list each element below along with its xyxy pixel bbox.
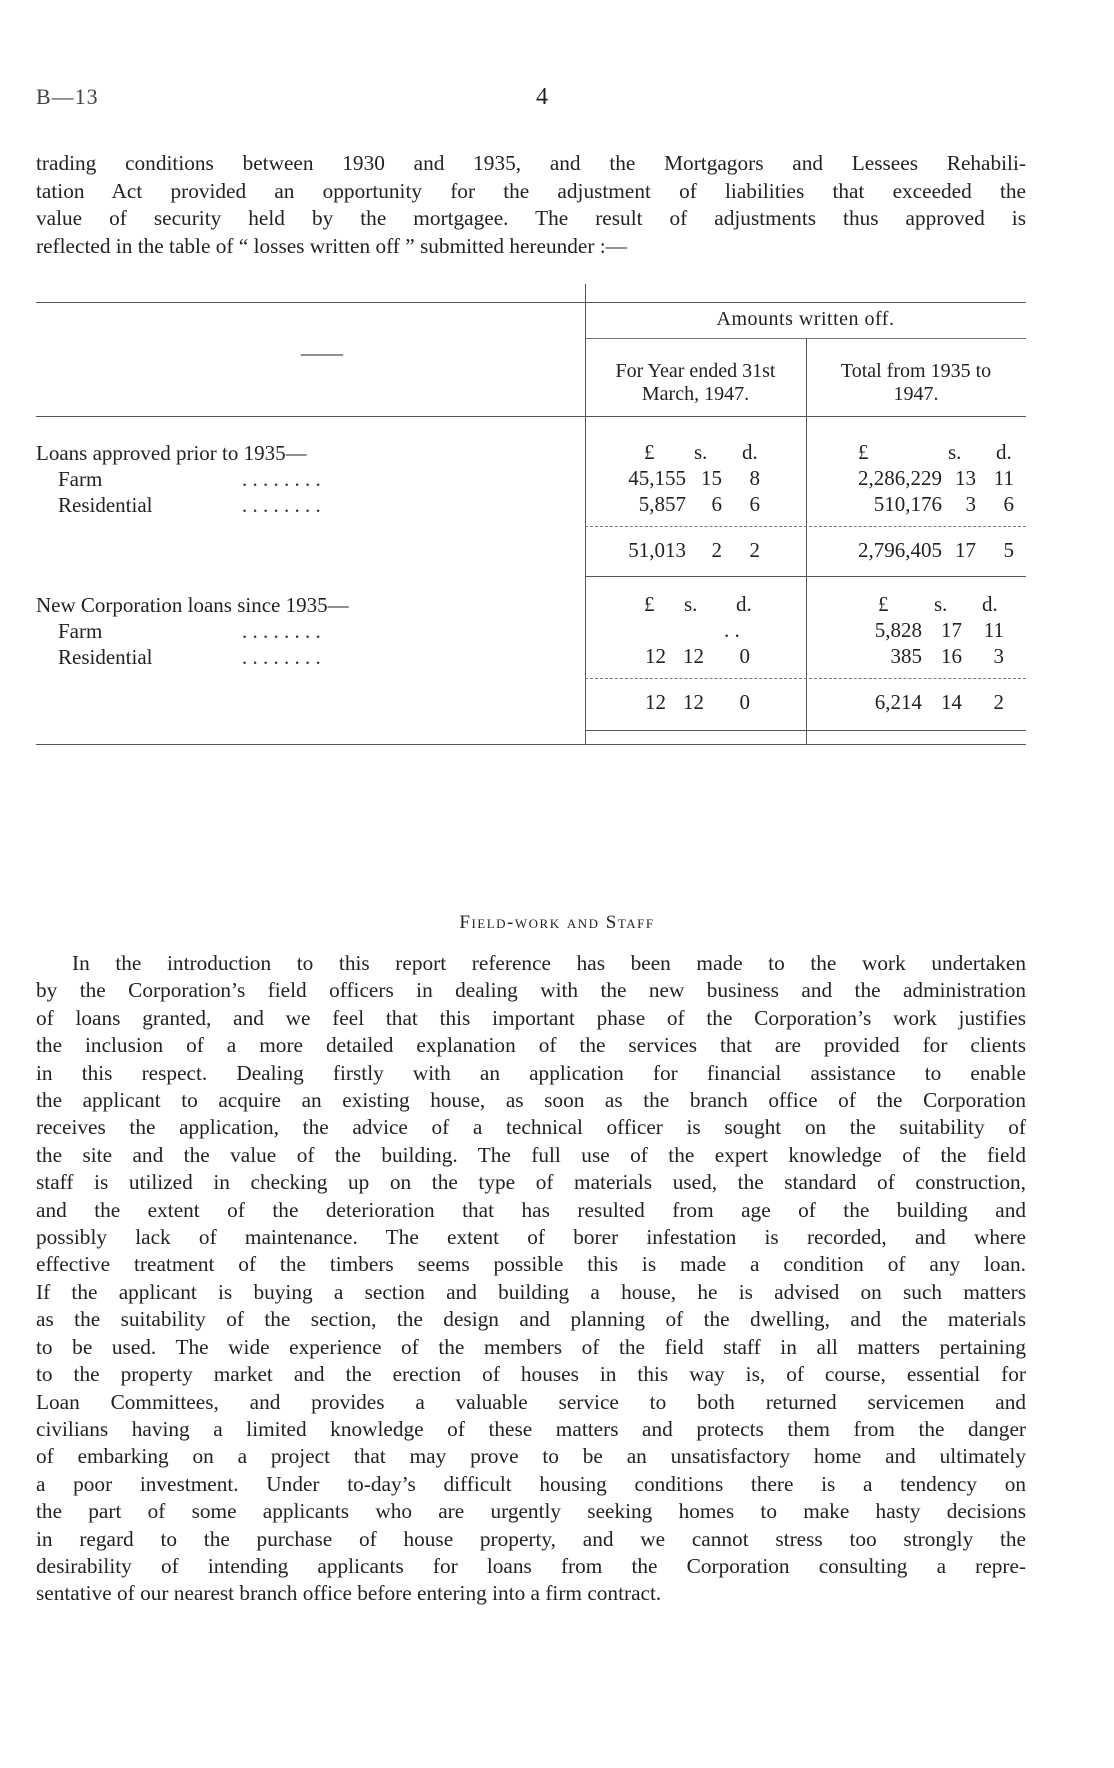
intro-paragraph — [36, 150, 1026, 260]
col2-pounds: 510,176 — [873, 492, 942, 516]
body-line: a poor investment. Under to-day’s difficult housing conditions there is a tendency on — [36, 1471, 1026, 1496]
stub-header: —— — [301, 341, 343, 365]
col2-shillings: 16 — [941, 644, 962, 668]
page-number: 4 — [536, 84, 548, 110]
row-label-farm: Farm — [58, 619, 103, 643]
shilling-symbol: s. — [948, 440, 962, 464]
body-line: civilians having a limited knowledge of these matters and protects them from the danger — [36, 1416, 1026, 1441]
body-line: in regard to the purchase of house property, and we cannot stress too strongly the — [36, 1526, 1026, 1551]
col2-pence: 6 — [1003, 492, 1014, 516]
pound-symbol: £ — [644, 440, 655, 464]
col1-total-pence: 0 — [739, 690, 750, 714]
group-title: New Corporation loans since 1935— — [36, 593, 349, 617]
col1-pounds: 5,857 — [638, 492, 686, 516]
intro-line: trading conditions between 1930 and 1935, and the Mortgagors and Lessees Rehabili- — [36, 151, 1026, 175]
shilling-symbol: s. — [694, 440, 708, 464]
col2-pence: 11 — [993, 466, 1014, 490]
body-line: by the Corporation’s field officers in dealing with the new business and the administration — [36, 978, 1026, 1003]
body-line: receives the application, the advice of a technical officer is sought on the suitability of — [36, 1115, 1026, 1140]
body-line: the applicant to acquire an existing house, as soon as the branch office of the Corporation — [36, 1088, 1026, 1113]
col1-total-shillings: 2 — [711, 538, 722, 562]
col1-total-pence: 2 — [749, 538, 760, 562]
body-line: the part of some applicants who are urgently seeking homes to make hasty decisions — [36, 1499, 1026, 1524]
col1-shillings: 12 — [683, 644, 704, 668]
body-line: the inclusion of a more detailed explanation of the services that are provided for clients — [36, 1033, 1026, 1058]
row-label-residential: Residential — [58, 493, 153, 517]
body-line: In the introduction to this report reference has been made to the work undertaken — [72, 951, 1026, 975]
col1-pence: 6 — [749, 492, 760, 516]
col2-header-line2: 1947. — [893, 383, 939, 405]
col2-shillings: 17 — [941, 618, 962, 642]
col2-total-pounds: 6,214 — [874, 690, 922, 714]
body-line: as the suitability of the section, the design and planning of the dwelling, and the materials — [36, 1307, 1026, 1332]
body-line: If the applicant is buying a section and building a house, he is advised on such matters — [36, 1279, 1026, 1304]
body-line: effective treatment of the timbers seems possible this is made a condition of any loan. — [36, 1252, 1026, 1277]
col2-pounds: 385 — [890, 644, 922, 668]
col1-total-shillings: 12 — [683, 690, 704, 714]
pence-symbol: d. — [996, 440, 1012, 464]
section-title: Field-work and Staff — [459, 912, 655, 933]
col1-pence: 8 — [749, 466, 760, 490]
body-line: Loan Committees, and provides a valuable service to both returned servicemen and — [36, 1389, 1026, 1414]
col2-total-shillings: 14 — [941, 690, 962, 714]
body-line: the site and the value of the building. The full use of the expert knowledge of the field — [36, 1142, 1026, 1167]
body-paragraph — [36, 950, 1026, 1608]
shilling-symbol: s. — [934, 592, 948, 616]
row-label-farm: Farm — [58, 467, 103, 491]
table-header-rule — [36, 416, 1026, 417]
leader-dots: . . . . . . . . — [242, 645, 321, 669]
table-top-rule — [36, 302, 1026, 303]
pound-symbol: £ — [858, 440, 869, 464]
body-line: of embarking on a project that may prove to be an unsatisfactory home and ultimately — [36, 1444, 1026, 1469]
losses-table — [36, 300, 1026, 830]
body-line: sentative of our nearest branch office before entering into a firm contract. — [36, 1581, 662, 1606]
pound-symbol: £ — [644, 592, 655, 616]
col1-pounds: 45,155 — [628, 466, 686, 490]
subtotal-rule — [585, 526, 1026, 527]
total-rule — [585, 576, 1026, 577]
col1-pounds: 12 — [645, 644, 666, 668]
group-title: Loans approved prior to 1935— — [36, 441, 307, 465]
pence-symbol: d. — [742, 440, 758, 464]
col2-total-pence: 5 — [1003, 538, 1014, 562]
col1-shillings: 6 — [711, 492, 722, 516]
col2-shillings: 13 — [955, 466, 976, 490]
row-label-residential: Residential — [58, 645, 153, 669]
body-line: possibly lack of maintenance. The extent of borer infestation is recorded, and where — [36, 1225, 1026, 1250]
body-line: to be used. The wide experience of the members of the field staff in all matters pertaining — [36, 1334, 1026, 1359]
body-line: in this respect. Dealing firstly with an application for financial assistance to enable — [36, 1060, 1026, 1085]
pence-symbol: d. — [736, 592, 752, 616]
intro-line: tation Act provided an opportunity for the adjustment of liabilities that exceeded the — [36, 178, 1026, 203]
col2-pence: 11 — [983, 618, 1004, 642]
col2-total-pounds: 2,796,405 — [858, 538, 942, 562]
body-line: desirability of intending applicants for loans from the Corporation consulting a repre- — [36, 1553, 1026, 1578]
intro-line: reflected in the table of “ losses written off ” submitted hereunder :— — [36, 233, 627, 258]
leader-dots: . . . . . . . . — [242, 493, 321, 517]
table-bottom-rule — [36, 744, 1026, 745]
col1-total-pounds: 51,013 — [628, 538, 686, 562]
col2-total-shillings: 17 — [955, 538, 976, 562]
leader-dots: . . . . . . . . — [242, 467, 321, 491]
col2-header-line1: Total from 1935 to — [840, 360, 992, 382]
group-header: Amounts written off. — [716, 308, 895, 330]
col2-pounds: 2,286,229 — [858, 466, 942, 490]
document-code: B—13 — [36, 84, 99, 109]
col2-total-pence: 2 — [993, 690, 1004, 714]
intro-line: value of security held by the mortgagee. The result of adjustments thus approved is — [36, 206, 1026, 230]
body-line: to the property market and the erection of houses in this way is, of course, essential for — [36, 1362, 1026, 1387]
leader-dots: . . . . . . . . — [242, 619, 321, 643]
body-line: and the extent of the deterioration that has resulted from age of the building and — [36, 1197, 1026, 1222]
col2-shillings: 3 — [965, 492, 976, 516]
col1-shillings: 15 — [701, 466, 722, 490]
col1-pence: 0 — [739, 644, 750, 668]
col1-total-pounds: 12 — [645, 690, 666, 714]
col1-header-line2: March, 1947. — [641, 383, 750, 405]
column-divider-1 — [585, 284, 586, 744]
subtotal-rule — [585, 678, 1026, 679]
total-rule — [585, 730, 1026, 731]
shilling-symbol: s. — [684, 592, 698, 616]
body-line: of loans granted, and we feel that this important phase of the Corporation’s work justifies — [36, 1005, 1026, 1030]
pence-symbol: d. — [982, 592, 998, 616]
page-header — [36, 84, 1026, 114]
col2-pence: 3 — [993, 644, 1004, 668]
body-line: staff is utilized in checking up on the type of materials used, the standard of construction, — [36, 1170, 1026, 1195]
col2-pounds: 5,828 — [874, 618, 922, 642]
col1-header-line1: For Year ended 31st — [615, 360, 776, 382]
pound-symbol: £ — [878, 592, 889, 616]
col1-nil: . . — [724, 618, 740, 642]
